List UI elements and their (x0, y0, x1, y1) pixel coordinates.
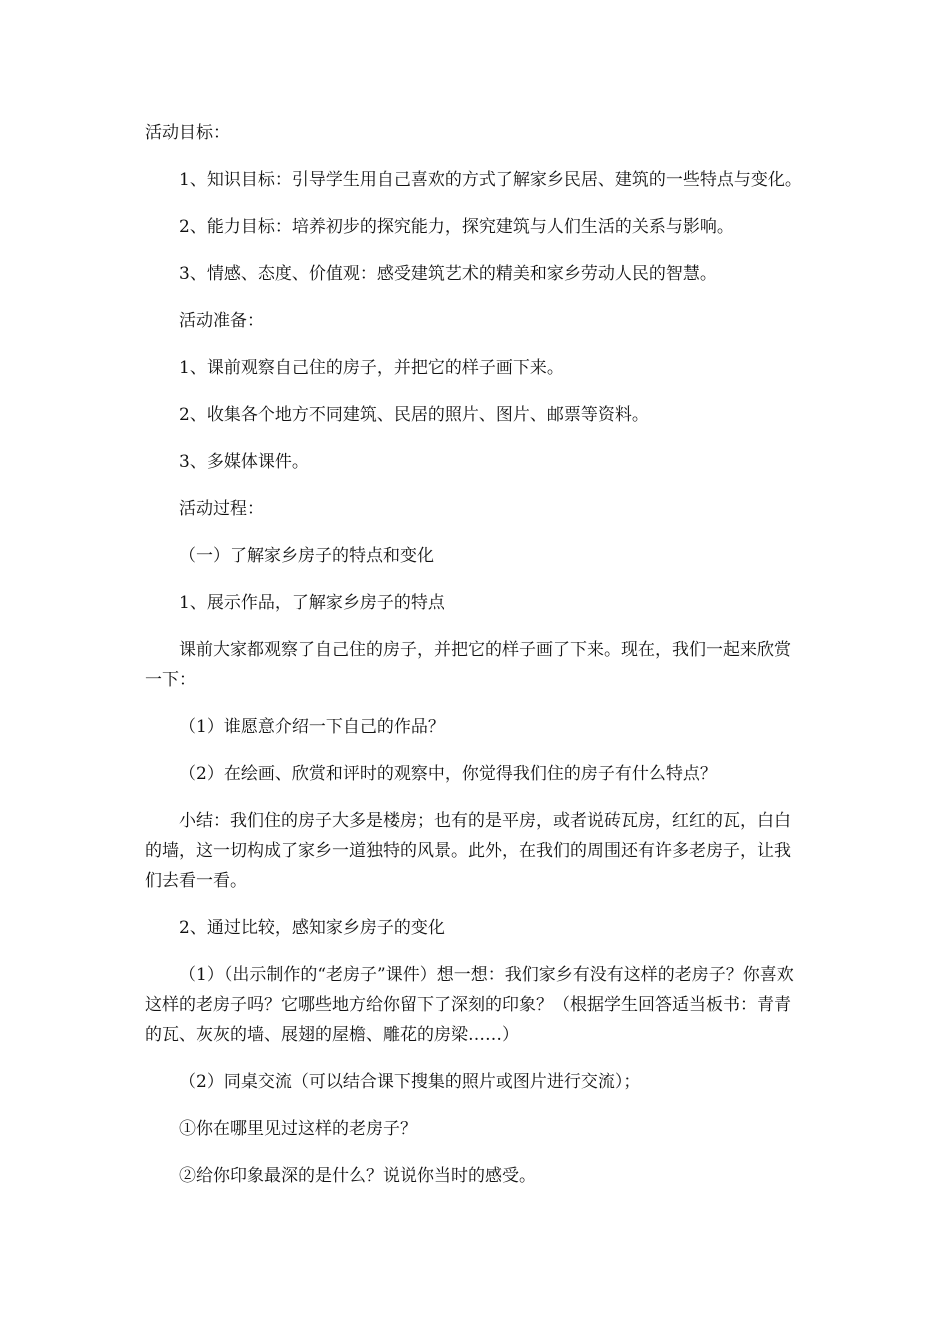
paragraph-intro: 课前大家都观察了自己住的房子，并把它的样子画了下来。现在，我们一起来欣赏一下： (145, 640, 791, 690)
subsection-heading-1: 1、展示作品，了解家乡房子的特点 (179, 593, 445, 613)
subsection-heading-2: 2、通过比较，感知家乡房子的变化 (179, 918, 445, 938)
heading-activity-goals: 活动目标： (145, 123, 230, 143)
heading-activity-process: 活动过程： (179, 499, 264, 519)
paragraph-knowledge-goal: 1、知识目标：引导学生用自己喜欢的方式了解家乡民居、建筑的一些特点与变化。 (179, 170, 802, 190)
section-heading-1: （一）了解家乡房子的特点和变化 (179, 546, 434, 566)
paragraph-emotion-goal: 3、情感、态度、价值观：感受建筑艺术的精美和家乡劳动人民的智慧。 (179, 264, 717, 284)
heading-activity-preparation: 活动准备： (179, 311, 264, 331)
paragraph-desk-exchange: （2）同桌交流（可以结合课下搜集的照片或图片进行交流）； (179, 1072, 641, 1092)
paragraph-old-house: （1）（出示制作的“老房子”课件）想一想：我们家乡有没有这样的老房子？你喜欢这样的老房子吗？它哪些地方给你留下了深刻的印象？（根据学生回答适当板书：青青的瓦、灰灰的墙、展翅的屋檐、雕花的房梁……） (145, 965, 794, 1045)
paragraph-prep-3: 3、多媒体课件。 (179, 452, 309, 472)
paragraph-ability-goal: 2、能力目标：培养初步的探究能力，探究建筑与人们生活的关系与影响。 (179, 217, 734, 237)
paragraph-question-1: （1）谁愿意介绍一下自己的作品？ (179, 717, 445, 737)
paragraph-question-2: （2）在绘画、欣赏和评时的观察中，你觉得我们住的房子有什么特点？ (179, 764, 717, 784)
paragraph-prep-1: 1、课前观察自己住的房子，并把它的样子画下来。 (179, 358, 564, 378)
paragraph-prep-2: 2、收集各个地方不同建筑、民居的照片、图片、邮票等资料。 (179, 405, 649, 425)
paragraph-summary: 小结：我们住的房子大多是楼房；也有的是平房，或者说砖瓦房，红红的瓦，白白的墙，这一切构成了家乡一道独特的风景。此外，在我们的周围还有许多老房子，让我们去看一看。 (145, 811, 791, 891)
paragraph-circle-2: ②给你印象最深的是什么？说说你当时的感受。 (179, 1166, 536, 1186)
paragraph-circle-1: ①你在哪里见过这样的老房子？ (179, 1119, 417, 1139)
